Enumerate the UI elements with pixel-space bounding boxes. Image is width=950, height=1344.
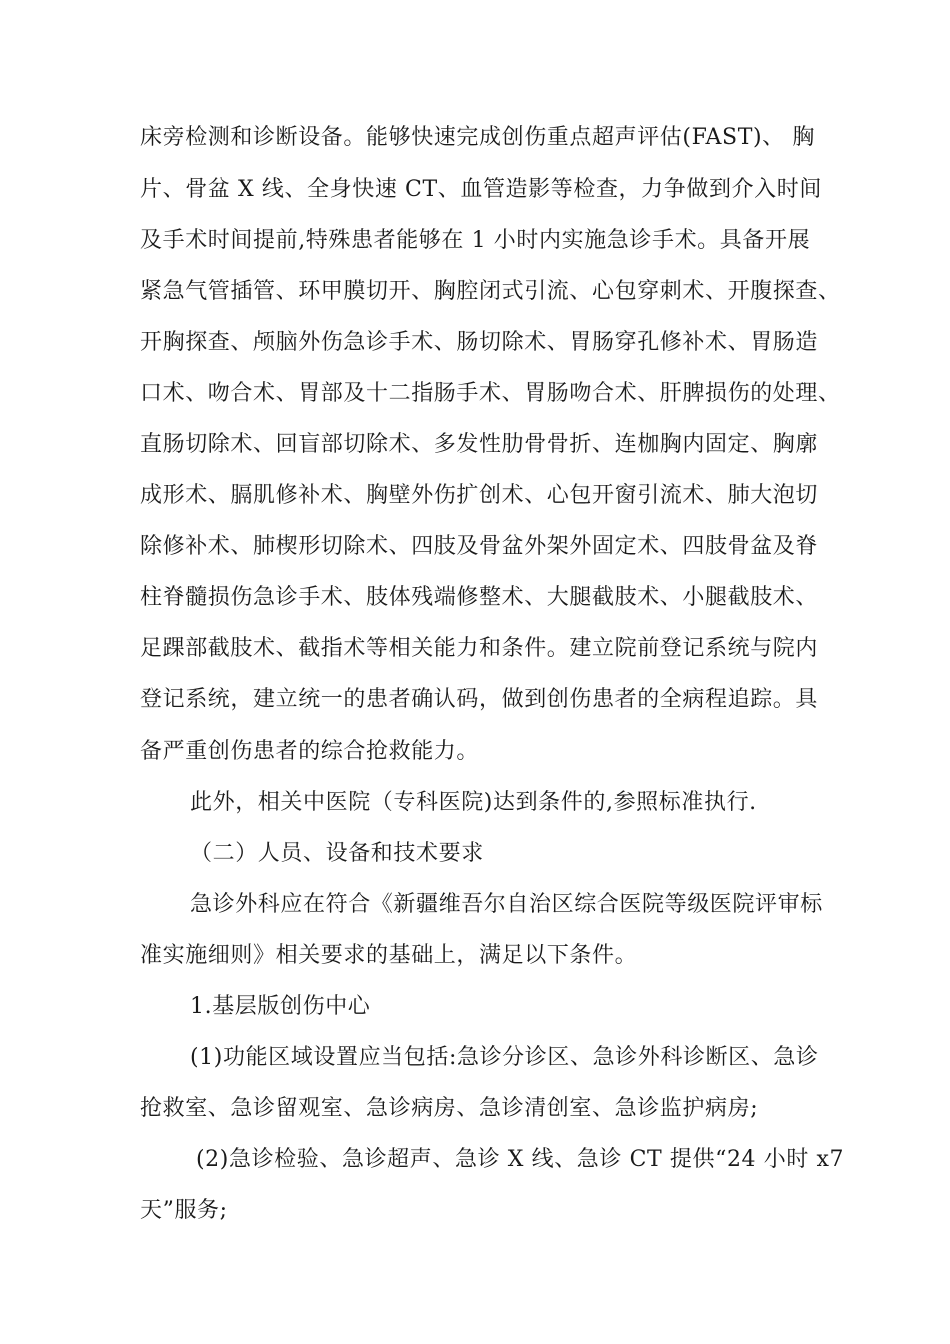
text-line-11: 足踝部截肢术、截指术等相关能力和条件。建立院前登记系统与院内 (140, 636, 819, 661)
text-line-19: (1)功能区域设置应当包括:急诊分诊区、急诊外科诊断区、急诊 (190, 1045, 819, 1070)
text-line-22: 天”服务; (140, 1198, 228, 1223)
text-line-13: 备严重创伤患者的综合抢救能力。 (140, 739, 480, 764)
text-line-10: 柱脊髓损伤急诊手术、肢体残端修整术、大腿截肢术、小腿截肢术、 (140, 585, 819, 610)
text-line-21: (2)急诊检验、急诊超声、急诊 X 线、急诊 CT 提供“24 小时 x7 (196, 1147, 845, 1172)
text-line-3: 及手术时间提前,特殊患者能够在 1 小时内实施急诊手术。具备开展 (140, 228, 811, 253)
text-line-4: 紧急气管插管、环甲膜切开、胸腔闭式引流、心包穿刺术、开腹探查、 (140, 279, 841, 304)
text-line-20: 抢救室、急诊留观室、急诊病房、急诊清创室、急诊监护病房; (140, 1096, 759, 1121)
text-line-5: 开胸探查、颅脑外伤急诊手术、肠切除术、胃肠穿孔修补术、胃肠造 (140, 330, 819, 355)
paragraph-note: 此外，相关中医院（专科医院)达到条件的,参照标准执行. (190, 790, 757, 815)
subsection-heading: 1.基层版创伤中心 (190, 994, 371, 1019)
text-line-2: 片、骨盆 X 线、全身快速 CT、血管造影等检查，力争做到介入时间 (140, 177, 822, 202)
text-line-6: 口术、吻合术、胃部及十二指肠手术、胃肠吻合术、肝脾损伤的处理、 (140, 381, 841, 406)
section-heading: （二）人员、设备和技术要求 (190, 841, 484, 866)
text-line-17: 准实施细则》相关要求的基础上，满足以下条件。 (140, 943, 638, 968)
text-line-8: 成形术、膈肌修补术、胸壁外伤扩创术、心包开窗引流术、肺大泡切 (140, 483, 819, 508)
text-line-16: 急诊外科应在符合《新疆维吾尔自治区综合医院等级医院评审标 (190, 892, 823, 917)
text-line-9: 除修补术、肺楔形切除术、四肢及骨盆外架外固定术、四肢骨盆及脊 (140, 534, 819, 559)
text-line-12: 登记系统，建立统一的患者确认码，做到创伤患者的全病程追踪。具 (140, 687, 819, 712)
text-line-1: 床旁检测和诊断设备。能够快速完成创伤重点超声评估(FAST)、 胸 (140, 125, 815, 150)
text-line-7: 直肠切除术、回盲部切除术、多发性肋骨骨折、连枷胸内固定、胸廓 (140, 432, 819, 457)
